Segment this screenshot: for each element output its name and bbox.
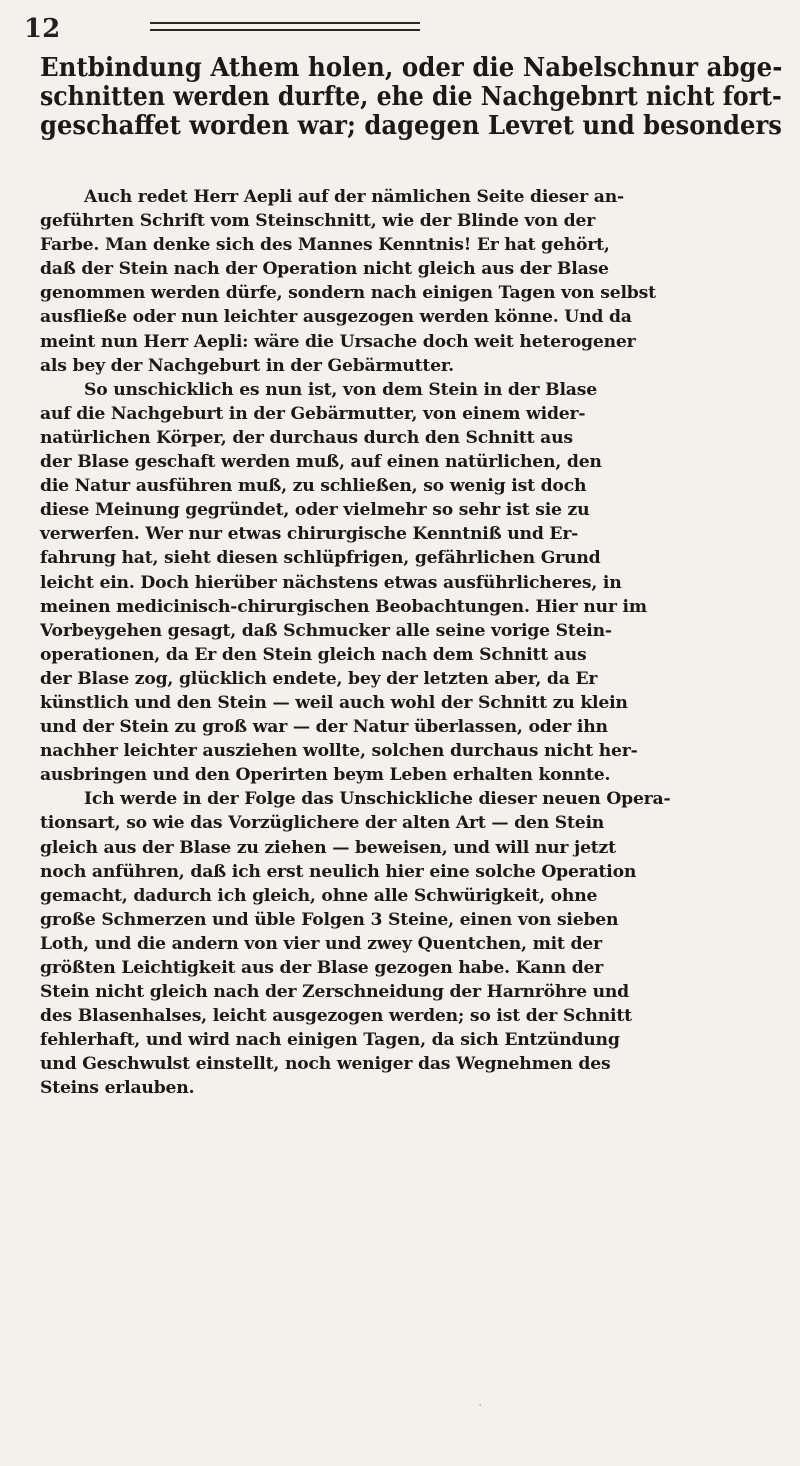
body-line: und der Stein zu groß war — der Natur überlassen, oder ihn (40, 717, 608, 738)
body-line: und Geschwulst einstellt, noch weniger das Wegnehmen des (40, 1054, 611, 1075)
body-line: verwerfen. Wer nur etwas chirurgische Kenntniß und Er- (40, 524, 579, 545)
body-line: fahrung hat, sieht diesen schlüpfrigen, gefährlichen Grund (40, 548, 601, 569)
body-line: fehlerhaft, und wird nach einigen Tagen, da sich Entzündung (40, 1030, 620, 1051)
body-line: gleich aus der Blase zu ziehen — beweisen, und will nur jetzt (40, 837, 616, 858)
body-line: künstlich und den Stein — weil auch wohl der Schnitt zu klein (40, 692, 628, 713)
body-line: des Blasenhalses, leicht ausgezogen werden; so ist der Schnitt (40, 1006, 632, 1027)
body-line: daß der Stein nach der Operation nicht gleich aus der Blase (40, 259, 609, 280)
body-line: Farbe. Man denke sich des Mannes Kenntnis! Er hat gehört, (40, 235, 610, 256)
body-line: Ich werde in der Folge das Unschickliche dieser neuen Opera- (84, 789, 671, 810)
body-line: ausfließe oder nun leichter ausgezogen werden könne. Und da (40, 307, 632, 328)
body-line: der Blase zog, glücklich endete, bey der letzten aber, da Er (40, 668, 598, 689)
body-line: geführten Schrift vom Steinschnitt, wie der Blinde von der (40, 211, 596, 232)
body-line: auf die Nachgeburt in der Gebärmutter, von einem wider- (40, 403, 586, 424)
body-line: große Schmerzen und üble Folgen 3 Steine, einen von sieben (40, 909, 619, 930)
body-line: operationen, da Er den Stein gleich nach dem Schnitt aus (40, 644, 587, 665)
body-line: genommen werden dürfe, sondern nach einigen Tagen von selbst (40, 283, 656, 304)
header-rule-double (150, 29, 420, 31)
body-line: als bey der Nachgeburt in der Gebärmutter. (40, 355, 454, 376)
body-line: gemacht, dadurch ich gleich, ohne alle Schwürigkeit, ohne (40, 885, 598, 906)
body-line: natürlichen Körper, der durchaus durch den Schnitt aus (40, 427, 573, 448)
body-line: Vorbeygehen gesagt, daß Schmucker alle seine vorige Stein- (40, 620, 612, 641)
body-line: Loth, und die andern von vier und zwey Quentchen, mit der (40, 933, 602, 954)
heading-paragraph (40, 54, 782, 141)
body-line: diese Meinung gegründet, oder vielmehr so sehr ist sie zu (40, 500, 590, 521)
body-line: ausbringen und den Operirten beym Leben erhalten konnte. (40, 765, 611, 786)
body-text (40, 185, 782, 1101)
body-line: größten Leichtigkeit aus der Blase gezogen habe. Kann der (40, 958, 604, 978)
body-line: leicht ein. Doch hierüber nächstens etwas ausführlicheres, in (40, 572, 622, 593)
body-line: die Natur ausführen muß, zu schließen, so wenig ist doch (40, 476, 587, 497)
body-line: Auch redet Herr Aepli auf der nämlichen Seite dieser an- (84, 187, 624, 207)
heading-line: geschaffet worden war; dagegen Levret und besonders (40, 111, 782, 141)
body-line: noch anführen, daß ich erst neulich hier eine solche Operation (40, 861, 637, 882)
body-line: meinen medicinisch-chirurgischen Beobachtungen. Hier nur im (40, 596, 647, 617)
heading-line: Entbindung Athem holen, oder die Nabelschnur abge- (40, 53, 783, 83)
body-line: Stein nicht gleich nach der Zerschneidung der Harnröhre und (40, 982, 629, 1003)
page-number: 12 (24, 14, 61, 44)
body-line: meint nun Herr Aepli: wäre die Ursache doch weit heterogener (40, 331, 636, 352)
body-line: tionsart, so wie das Vorzüglichere der alten Art — den Stein (40, 813, 605, 834)
body-line: So unschicklich es nun ist, von dem Stein in der Blase (84, 379, 597, 400)
body-line: der Blase geschaft werden muß, auf einen natürlichen, den (40, 452, 602, 473)
header-rule (150, 22, 420, 24)
body-line: Steins erlauben. (40, 1078, 195, 1099)
heading-line: schnitten werden durfte, ehe die Nachgebnrt nicht fort- (40, 82, 782, 112)
body-line: nachher leichter ausziehen wollte, solchen durchaus nicht her- (40, 741, 638, 762)
paper-speck: · (478, 1398, 483, 1414)
